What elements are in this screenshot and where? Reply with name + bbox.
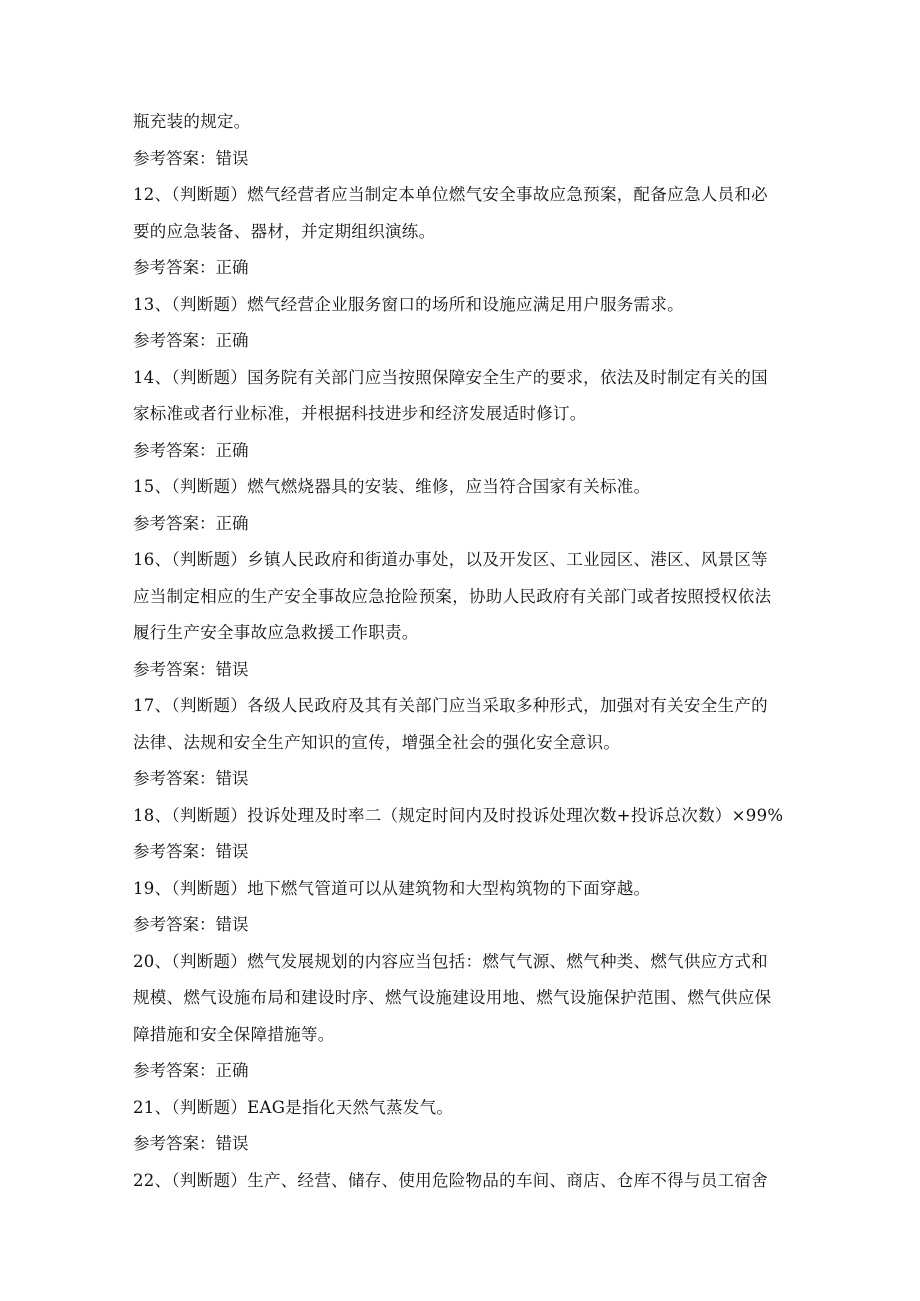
question-line: 规模、燃气设施布局和建设时序、燃气设施建设用地、燃气设施保护范围、燃气供应保: [133, 988, 772, 1007]
question-20: [133, 944, 793, 1054]
question-line: 17、（判断题）各级人民政府及其有关部门应当采取多种形式，加强对有关安全生产的: [133, 696, 768, 715]
answer-text: 参考答案：错误: [133, 659, 249, 679]
question-line: 13、（判断题）燃气经营企业服务窗口的场所和设施应满足用户服务需求。: [133, 294, 684, 314]
question-line: 应当制定相应的生产安全事故应急抢险预案，协助人民政府有关部门或者按照授权依法: [133, 586, 772, 606]
question-14: [133, 360, 793, 433]
question-18: [133, 798, 793, 835]
question-line: 瓶充装的规定。: [133, 112, 251, 131]
question-line: 法律、法规和安全生产知识的宣传，增强全社会的强化安全意识。: [133, 732, 621, 752]
question-15: [133, 469, 793, 506]
answer-text: 参考答案：错误: [133, 1134, 249, 1153]
question-22: [133, 1163, 793, 1200]
question-16: [133, 542, 793, 652]
answer-text: 参考答案：正确: [133, 331, 249, 350]
answer-text: 参考答案：错误: [133, 148, 249, 168]
question-line: 家标准或者行业标准，并根据科技进步和经济发展适时修订。: [133, 404, 587, 423]
question-line: 15、（判断题）燃气燃烧器具的安装、维修，应当符合国家有关标准。: [133, 477, 651, 496]
answer-text: 参考答案：错误: [133, 915, 249, 934]
question-line: 12、（判断题）燃气经营者应当制定本单位燃气安全事故应急预案，配备应急人员和必: [133, 185, 768, 204]
answer-text: 参考答案：正确: [133, 258, 249, 277]
question-fragment: [133, 104, 793, 141]
question-list: [133, 104, 793, 1199]
question-line: 14、（判断题）国务院有关部门应当按照保障安全生产的要求，依法及时制定有关的国: [133, 367, 768, 387]
question-line: 19、（判断题）地下燃气管道可以从建筑物和大型构筑物的下面穿越。: [133, 878, 651, 898]
question-13: [133, 287, 793, 324]
answer-text: 参考答案：错误: [133, 842, 249, 861]
question-12: [133, 177, 793, 250]
question-line: 20、（判断题）燃气发展规划的内容应当包括：燃气气源、燃气种类、燃气供应方式和: [133, 951, 768, 971]
question-line: 要的应急装备、器材，并定期组织演练。: [133, 221, 436, 241]
question-21: [133, 1090, 793, 1127]
answer-text: 参考答案：正确: [133, 1061, 249, 1080]
answer-text: 参考答案：正确: [133, 513, 249, 533]
question-line: 16、（判断题）乡镇人民政府和街道办事处，以及开发区、工业园区、港区、风景区等: [133, 550, 768, 569]
question-line: 障措施和安全保障措施等。: [133, 1024, 335, 1044]
answer-text: 参考答案：正确: [133, 440, 249, 460]
answer-text: 参考答案：错误: [133, 769, 249, 788]
question-line: 履行生产安全事故应急救援工作职责。: [133, 623, 419, 642]
question-19: [133, 871, 793, 908]
question-line: 22、（判断题）生产、经营、储存、使用危险物品的车间、商店、仓库不得与员工宿舍: [133, 1170, 768, 1190]
question-line: 21、（判断题）EAG是指化天然气蒸发气。: [133, 1097, 454, 1117]
question-17: [133, 688, 793, 761]
question-line: 18、（判断题）投诉处理及时率二（规定时间内及时投诉处理次数+投诉总次数）×99%: [133, 805, 784, 825]
